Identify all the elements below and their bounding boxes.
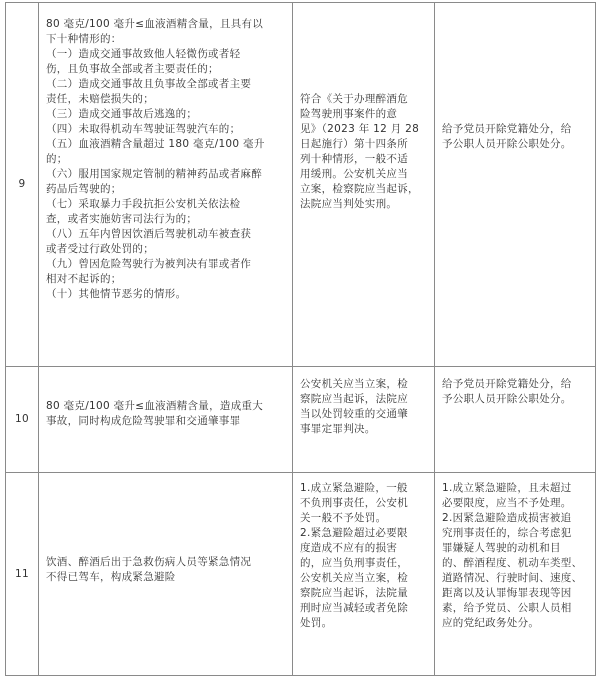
- text-line: 责任，未赔偿损失的；: [46, 93, 154, 105]
- handling-cell: [293, 3, 435, 367]
- text-line: 罪嫌疑人驾驶的动机和目: [442, 542, 561, 554]
- text-line: 公安机关应当立案，检: [300, 378, 408, 390]
- text-line: 度造成不应有的损害: [300, 542, 398, 554]
- table-row: [6, 3, 596, 367]
- text-line: 的、醉酒程度、机动车类型、: [442, 557, 583, 569]
- text-line: 公安机关应当立案，检: [300, 572, 408, 584]
- text-line: 见》（2023 年 12 月 28: [300, 123, 420, 135]
- text-line: 下十种情形的：: [46, 33, 122, 45]
- table-row: [6, 367, 596, 473]
- condition-cell: [39, 367, 293, 473]
- text-line: 关一般不予处罚。: [300, 512, 387, 524]
- text-line: 日起施行）第十四条所: [300, 138, 408, 150]
- text-line: 当以处罚较重的交通肇: [300, 408, 408, 420]
- text-line: 究刑事责任的，综合考虑犯: [442, 527, 572, 539]
- text-line: 予公职人员开除公职处分。: [442, 138, 572, 150]
- text-line: 相对不起诉的；: [46, 273, 122, 285]
- text-line: 饮酒、醉酒后出于急救伤病人员等紧急情况: [46, 556, 252, 568]
- discipline-cell: [435, 3, 596, 367]
- text-line: 处罚。: [300, 617, 333, 629]
- text-line: 列十种情形，一般不适: [300, 153, 408, 165]
- text-line: 察院应当起诉，法院应: [300, 393, 408, 405]
- text-line: 2.紧急避险超过必要限: [300, 527, 408, 539]
- text-line: 查，或者实施妨害司法行为的；: [46, 213, 198, 225]
- text-line: 80 毫克/100 毫升≤血液酒精含量，造成重大: [46, 400, 264, 412]
- text-line: 的；: [46, 153, 68, 165]
- text-line: （二）造成交通事故且负事故全部或者主要: [46, 78, 252, 90]
- text-line: 给予党员开除党籍处分，给: [442, 378, 572, 390]
- text-line: 素，给予党员、公职人员相: [442, 602, 572, 614]
- row-number: 11: [6, 473, 39, 676]
- text-line: 距离以及认罪悔罪表现等因: [442, 587, 572, 599]
- text-line: 伤，且负事故全部或者主要责任的；: [46, 63, 219, 75]
- text-line: 事故，同时构成危险驾驶罪和交通肇事罪: [46, 415, 241, 427]
- text-line: 刑时应当减轻或者免除: [300, 602, 408, 614]
- text-line: 符合《关于办理醉酒危: [300, 93, 408, 105]
- text-line: 药品后驾驶的；: [46, 183, 122, 195]
- text-line: 险驾驶刑事案件的意: [300, 108, 398, 120]
- discipline-cell: [435, 473, 596, 676]
- condition-cell: [39, 3, 293, 367]
- text-line: 80 毫克/100 毫升≤血液酒精含量，且具有以: [46, 18, 264, 30]
- text-line: 不负刑事责任，公安机: [300, 497, 408, 509]
- discipline-cell: [435, 367, 596, 473]
- regulation-table: [5, 2, 596, 676]
- handling-cell: [293, 473, 435, 676]
- text-line: 或者受过行政处罚的；: [46, 243, 154, 255]
- row-number: 9: [6, 3, 39, 367]
- text-line: 给予党员开除党籍处分，给: [442, 123, 572, 135]
- condition-cell: [39, 473, 293, 676]
- handling-cell: [293, 367, 435, 473]
- table-row: [6, 473, 596, 676]
- text-line: 察院应当起诉，法院量: [300, 587, 408, 599]
- row-number: 10: [6, 367, 39, 473]
- text-line: 必要限度，应当不予处理。: [442, 497, 572, 509]
- text-line: （九）曾因危险驾驶行为被判决有罪或者作: [46, 258, 252, 270]
- text-line: 不得已驾车，构成紧急避险: [46, 571, 176, 583]
- text-line: （六）服用国家规定管制的精神药品或者麻醉: [46, 168, 262, 180]
- text-line: （七）采取暴力手段抗拒公安机关依法检: [46, 198, 241, 210]
- text-line: （四）未取得机动车驾驶证驾驶汽车的；: [46, 123, 241, 135]
- text-line: 用缓刑。公安机关应当: [300, 168, 408, 180]
- text-line: 1.成立紧急避险，且未超过: [442, 482, 572, 494]
- text-line: （十）其他情节恶劣的情形。: [46, 288, 187, 300]
- text-line: 2.因紧急避险造成损害被追: [442, 512, 572, 524]
- text-line: （五）血液酒精含量超过 180 毫克/100 毫升: [46, 138, 265, 150]
- text-line: 的，应当负刑事责任，: [300, 557, 408, 569]
- text-line: （八）五年内曾因饮酒后驾驶机动车被查获: [46, 228, 252, 240]
- text-line: （一）造成交通事故致他人轻微伤或者轻: [46, 48, 241, 60]
- text-line: 法院应当判处实刑。: [300, 198, 398, 210]
- table-body: [6, 3, 596, 676]
- text-line: 道路情况、行驶时间、速度、: [442, 572, 583, 584]
- text-line: （三）造成交通事故后逃逸的；: [46, 108, 198, 120]
- text-line: 予公职人员开除公职处分。: [442, 393, 572, 405]
- text-line: 事罪定罪判决。: [300, 423, 376, 435]
- text-line: 1.成立紧急避险，一般: [300, 482, 408, 494]
- text-line: 应的党纪政务处分。: [442, 617, 540, 629]
- text-line: 立案，检察院应当起诉，: [300, 183, 419, 195]
